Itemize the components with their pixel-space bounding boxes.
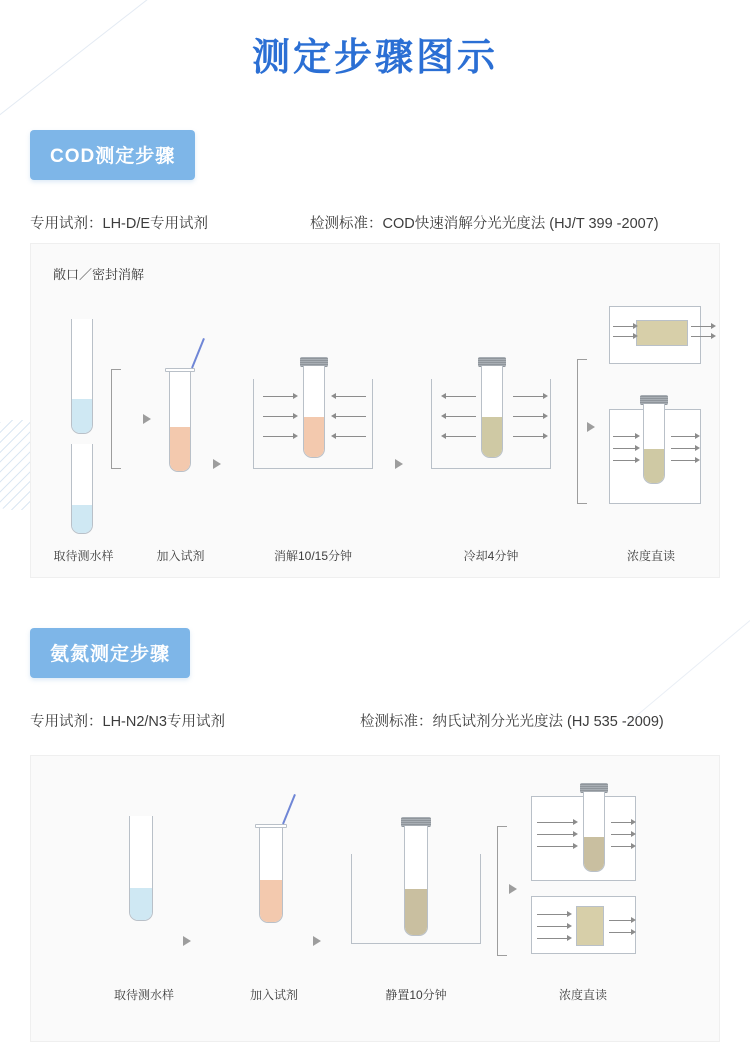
cod-arrow-3 — [395, 459, 403, 469]
cod-arrow-4 — [587, 422, 595, 432]
cod-reagent-label: 专用试剂：LH-D/E专用试剂 — [30, 216, 209, 232]
cod-arrow-1 — [143, 414, 151, 424]
cod-cuvette — [636, 320, 688, 346]
nh3-step-label-3: 静置10分钟 — [385, 988, 447, 1002]
cod-standard-label: 检测标准：COD快速消解分光光度法 (HJ/T 399 -2007) — [310, 216, 659, 232]
cod-step-label-4: 冷却4分钟 — [463, 549, 519, 563]
cod-step-label-5: 浓度直读 — [626, 549, 675, 563]
page-title: 测定步骤图示 — [251, 37, 498, 79]
nh3-step-label-2: 加入试剂 — [249, 988, 298, 1002]
nh3-arrow-2 — [313, 936, 321, 946]
ammonia-reagent-label: 专用试剂：LH-N2/N3专用试剂 — [30, 714, 225, 730]
nh3-tube-reagent — [259, 828, 283, 923]
cod-tube-digesting — [303, 366, 325, 458]
cod-bracket-group2 — [577, 359, 587, 504]
nh3-step-label-4: 浓度直读 — [558, 988, 607, 1002]
cod-arrow-2 — [213, 459, 221, 469]
nh3-bracket-group — [497, 826, 507, 956]
nh3-step-label-1: 取待测水样 — [113, 988, 174, 1002]
nh3-arrow-1 — [183, 936, 191, 946]
cod-step-label-2: 加入试剂 — [156, 549, 205, 563]
nh3-tube-sample — [129, 816, 153, 921]
nh3-pipette — [282, 794, 296, 824]
nh3-tube-reading — [583, 792, 605, 872]
nh3-tube-standing — [404, 826, 428, 936]
ammonia-diagram-panel — [30, 755, 720, 1042]
nh3-tube-cover — [255, 824, 287, 828]
cod-tube-sample-bottom — [71, 444, 93, 534]
cod-tube-reading — [643, 404, 665, 484]
cod-step-label-3: 消解10/15分钟 — [273, 549, 353, 563]
ammonia-standard-label: 检测标准：纳氏试剂分光光度法 (HJ 535 -2009) — [360, 714, 664, 730]
cod-step-label-1: 取待测水样 — [53, 549, 114, 563]
cod-tube-cooling — [481, 366, 503, 458]
cod-bracket-group1 — [111, 369, 121, 469]
section-heading-ammonia: 氨氮测定步骤 — [30, 628, 190, 678]
nh3-cuvette — [576, 906, 604, 946]
cod-tube-sample-top — [71, 319, 93, 434]
cod-diagram-panel — [30, 243, 720, 578]
cod-pipette — [191, 338, 205, 368]
section-heading-cod: COD测定步骤 — [30, 130, 195, 180]
nh3-arrow-3 — [509, 884, 517, 894]
cod-tube-reagent — [169, 372, 191, 472]
cod-tube-cover — [165, 368, 195, 372]
cod-panel-note: 敞口／密封消解 — [53, 267, 145, 282]
decorative-line-middle — [627, 620, 750, 724]
